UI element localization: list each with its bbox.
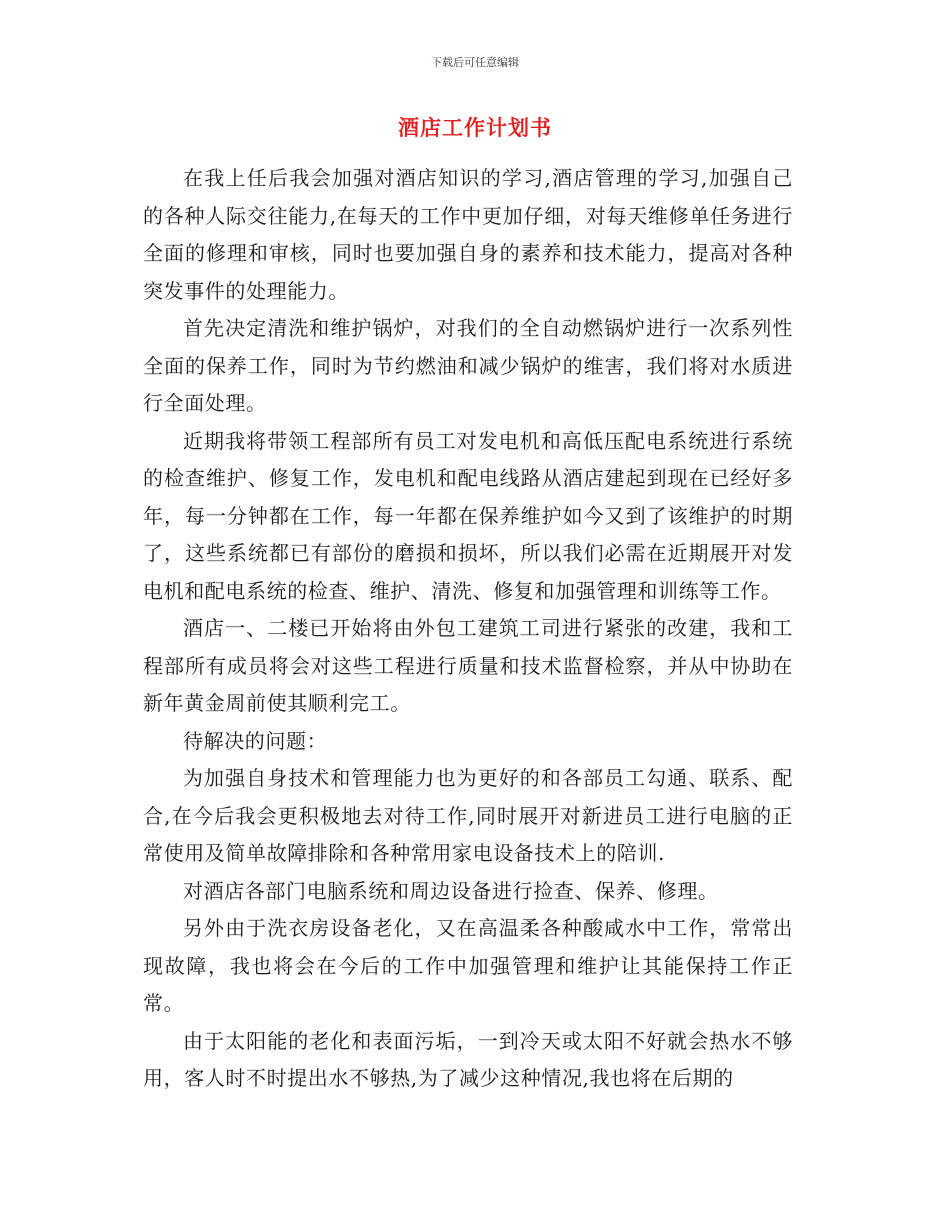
paragraph: 近期我将带领工程部所有员工对发电机和高低压配电系统进行系统的检查维护、修复工作，发电机和配电线路从酒店建起到现在已经好多年，每一分钟都在工作，每一年都在保养维护如今又到了该维护的时期了，这些系统都已有部份的磨损和损坏，所以我们必需在近期展开对发电机和配电系统的检查、维护、清洗、修复和加强管理和训练等工作。 — [143, 428, 793, 603]
section-heading: 待解决的问题： — [183, 728, 328, 753]
paragraph: 酒店一、二楼已开始将由外包工建筑工司进行紧张的改建，我和工程部所有成员将会对这些工程进行质量和技术监督检察，并从中协助在新年黄金周前使其顺利完工。 — [143, 616, 793, 715]
paragraph: 为加强自身技术和管理能力也为更好的和各部员工勾通、联系、配合,在今后我会更积极地去对待工作,同时展开对新进员工进行电脑的正常使用及简单故障排除和各种常用家电设备技术上的陪训. — [143, 766, 793, 865]
paragraph: 由于太阳能的老化和表面污垢，一到冷天或太阳不好就会热水不够用，客人时不时提出水不够热,为了减少这种情况,我也将在后期的 — [143, 1028, 793, 1090]
document-body — [143, 160, 793, 1098]
paragraph: 在我上任后我会加强对酒店知识的学习,酒店管理的学习,加强自己的各种人际交往能力,在每天的工作中更加仔细，对每天维修单任务进行全面的修理和审核，同时也要加强自身的素养和技术能力，提高对各种突发事件的处理能力。 — [143, 166, 793, 303]
paragraph: 首先决定清洗和维护锅炉，对我们的全自动燃锅炉进行一次系列性全面的保养工作，同时为节约燃油和减少锅炉的维害，我们将对水质进行全面处理。 — [143, 316, 793, 415]
paragraph: 对酒店各部门电脑系统和周边设备进行捡查、保养、修理。 — [183, 878, 719, 903]
document-title: 酒店工作计划书 — [398, 115, 552, 140]
header-note: 下载后可任意编辑 — [431, 56, 519, 69]
paragraph: 另外由于洗衣房设备老化，又在高温柔各种酸咸水中工作，常常出现故障，我也将会在今后的工作中加强管理和维护让其能保持工作正常。 — [143, 916, 793, 1015]
